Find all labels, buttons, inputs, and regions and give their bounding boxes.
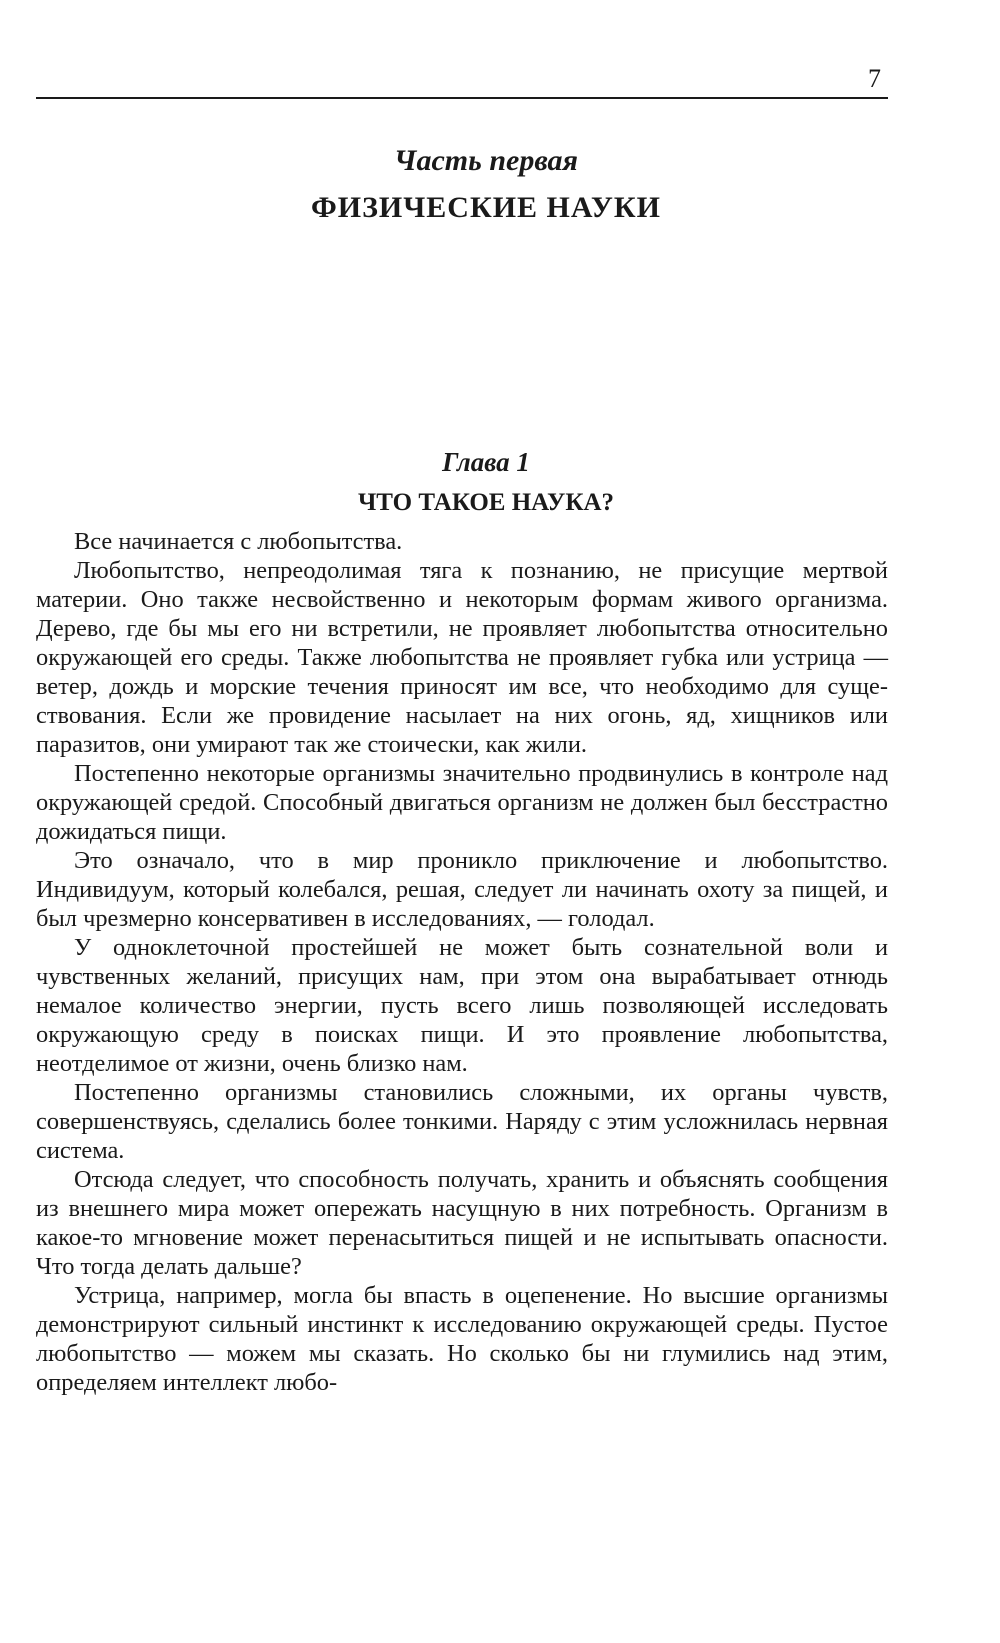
- paragraph: Все начинается с любопытства.: [74, 528, 403, 555]
- chapter-title: ЧТО ТАКОЕ НАУКА?: [357, 489, 615, 516]
- paragraph: Постепенно некоторые организмы значительно продвинулись в контроле над окружающей средой. Способный двигаться организм не должен был бесстрастно дожидаться пищи.: [36, 760, 888, 845]
- paragraph: Любопытство, непреодолимая тяга к познанию, не присущие мертвой материи. Оно также несвойственно и некоторым формам живого организма. Дерево, где бы мы его ни встретили, не проявляет любопытства относительно окружающей его среды. Также любопытства не проявляет губка или устрица — ветер, дождь и морские течения приносят им все, что необходимо для существования. Если же провидение насылает на них огонь, яд, хищников или паразитов, они умирают так же стоически, как жили.: [36, 557, 888, 758]
- paragraph: У одноклеточной простейшей не может быть сознательной воли и чувственных желаний, присущих нам, при этом она вырабатывает отнюдь немалое количество энергии, пусть всего лишь позволяющей исследовать окружающую среду в поисках пищи. И это проявление любопытства, неотделимое от жизни, очень близко нам.: [36, 934, 888, 1077]
- paragraph: Отсюда следует, что способность получать, хранить и объяснять сообщения из внешнего мира может опережать насущную в них потребность. Организм в какое-то мгновение может перенасытиться пищей и не испытывать опасности. Что тогда делать дальше?: [36, 1166, 888, 1280]
- chapter-label: Глава 1: [442, 447, 530, 477]
- body-text: [36, 527, 888, 1397]
- part-title: ФИЗИЧЕСКИЕ НАУКИ: [310, 191, 662, 224]
- header-rule: [36, 97, 888, 99]
- paragraph: Постепенно организмы становились сложными, их органы чувств, совершенствуясь, сделались более тонкими. Наряду с этим усложнилась нервная система.: [36, 1079, 888, 1164]
- paragraph: Устрица, например, могла бы впасть в оцепенение. Но высшие организмы демонстрируют сильный инстинкт к исследованию окружающей среды. Пустое любопытство — можем мы сказать. Но сколько бы ни глумились над этим, определяем интеллект любо-: [36, 1282, 888, 1396]
- page-number: 7: [868, 64, 881, 93]
- part-label: Часть первая: [394, 144, 578, 177]
- paragraph: Это означало, что в мир проникло приключение и любопытство. Индивидуум, который колебался, решая, следует ли начинать охоту за пищей, и был чрезмерно консервативен в исследованиях, — голодал.: [36, 847, 888, 932]
